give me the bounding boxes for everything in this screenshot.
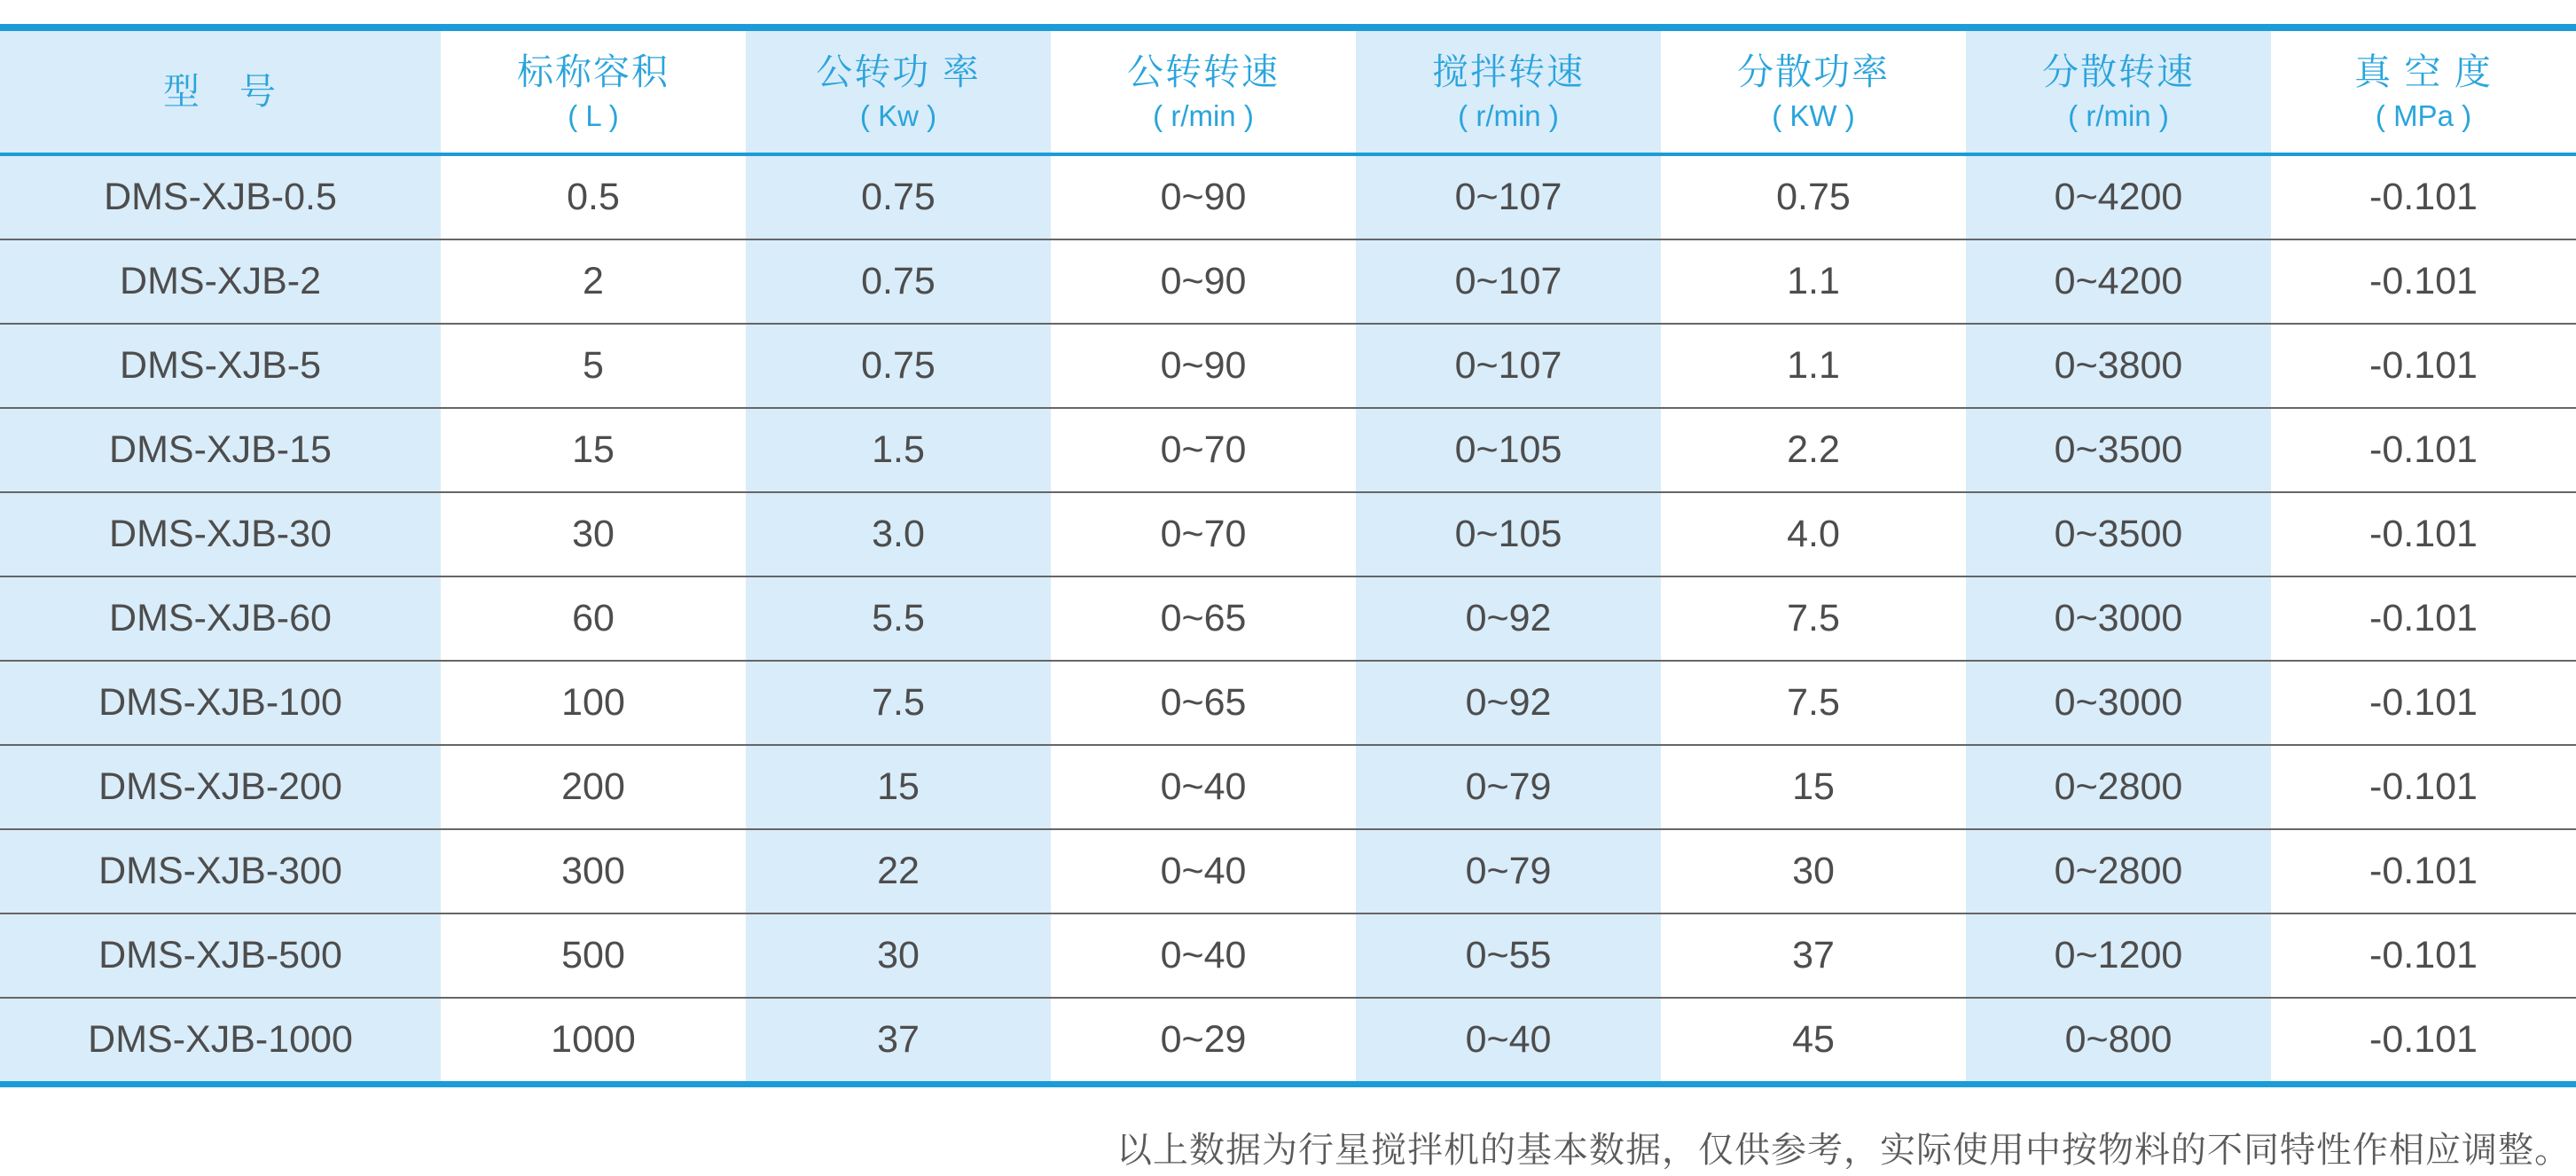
cell-text: -0.101 (2369, 176, 2478, 218)
cell-text: DMS-XJB-200 (98, 765, 342, 808)
cell-text: 0.75 (861, 260, 936, 302)
cell-text: 0~40 (1160, 765, 1247, 808)
header-cell-5 (1661, 31, 1966, 153)
cell-text: 1000 (551, 1018, 636, 1061)
header-cell-4 (1356, 31, 1661, 153)
cell-text: 300 (561, 850, 625, 892)
value-cell (1966, 746, 2271, 828)
value-cell (441, 999, 746, 1081)
value-cell (2271, 577, 2576, 660)
cell-text: -0.101 (2369, 850, 2478, 892)
header-title: 型 号 (163, 70, 278, 112)
cell-text: 1.5 (872, 428, 925, 471)
table-row-DMS-XJB-60 (0, 576, 2576, 660)
value-cell (1356, 240, 1661, 323)
header-unit: ( L ) (568, 99, 619, 133)
cell-text: 200 (561, 765, 625, 808)
cell-text: 5 (583, 344, 604, 387)
cell-text: DMS-XJB-2 (120, 260, 321, 302)
header-unit: ( r/min ) (1458, 99, 1559, 133)
value-cell (1356, 409, 1661, 491)
table-row-DMS-XJB-30 (0, 491, 2576, 576)
cell-text: 15 (1792, 765, 1835, 808)
cell-text: 7.5 (872, 681, 925, 724)
header-cell-7 (2271, 31, 2576, 153)
header-title: 分散功率 (1737, 51, 1890, 93)
value-cell (2271, 493, 2576, 576)
value-cell (746, 914, 1051, 997)
cell-text: 37 (1792, 934, 1835, 976)
header-unit: ( KW ) (1772, 99, 1855, 133)
header-title: 真 空 度 (2354, 51, 2493, 93)
value-cell (2271, 914, 2576, 997)
header-title: 搅拌转速 (1432, 51, 1585, 93)
value-cell (1356, 156, 1661, 239)
value-cell (1966, 409, 2271, 491)
cell-text: 0~107 (1454, 260, 1562, 302)
cell-text: 0.75 (1776, 176, 1851, 218)
cell-text: 0~29 (1160, 1018, 1247, 1061)
value-cell (1966, 325, 2271, 407)
cell-text: 0~2800 (2054, 850, 2183, 892)
model-cell (0, 493, 441, 576)
cell-text: -0.101 (2369, 597, 2478, 639)
value-cell (441, 493, 746, 576)
model-cell (0, 914, 441, 997)
cell-text: 0~79 (1465, 765, 1552, 808)
cell-text: 0.5 (567, 176, 620, 218)
value-cell (1661, 325, 1966, 407)
cell-text: 0~4200 (2054, 176, 2183, 218)
value-cell (2271, 746, 2576, 828)
value-cell (1356, 914, 1661, 997)
cell-text: 0~55 (1465, 934, 1552, 976)
value-cell (1356, 999, 1661, 1081)
cell-text: DMS-XJB-300 (98, 850, 342, 892)
value-cell (1051, 325, 1356, 407)
model-cell (0, 156, 441, 239)
value-cell (1051, 577, 1356, 660)
value-cell (1966, 240, 2271, 323)
cell-text: 3.0 (872, 513, 925, 555)
value-cell (2271, 156, 2576, 239)
value-cell (746, 999, 1051, 1081)
value-cell (1966, 830, 2271, 913)
cell-text: -0.101 (2369, 765, 2478, 808)
value-cell (1661, 746, 1966, 828)
cell-text: 0~65 (1160, 681, 1247, 724)
cell-text: 0~92 (1465, 597, 1552, 639)
cell-text: 30 (877, 934, 920, 976)
value-cell (441, 409, 746, 491)
cell-text: 45 (1792, 1018, 1835, 1061)
cell-text: -0.101 (2369, 1018, 2478, 1061)
value-cell (1356, 493, 1661, 576)
value-cell (441, 746, 746, 828)
cell-text: -0.101 (2369, 260, 2478, 302)
cell-text: 0~107 (1454, 344, 1562, 387)
header-title: 公转转速 (1127, 51, 1280, 93)
table-footnote: 以上数据为行星搅拌机的基本数据，仅供参考，实际使用中按物料的不同特性作相应调整。 (1116, 1131, 2571, 1170)
cell-text: DMS-XJB-1000 (88, 1018, 353, 1061)
cell-text: 2.2 (1787, 428, 1840, 471)
value-cell (1051, 662, 1356, 744)
cell-text: 0.75 (861, 344, 936, 387)
cell-text: 0~107 (1454, 176, 1562, 218)
model-cell (0, 240, 441, 323)
cell-text: 0~90 (1160, 260, 1247, 302)
cell-text: 1.1 (1787, 260, 1840, 302)
header-unit: ( r/min ) (1153, 99, 1254, 133)
cell-text: 0~70 (1160, 513, 1247, 555)
value-cell (1661, 493, 1966, 576)
cell-text: 15 (572, 428, 615, 471)
header-unit: ( MPa ) (2375, 99, 2472, 133)
table-row-DMS-XJB-300 (0, 828, 2576, 913)
value-cell (1966, 156, 2271, 239)
table-row-DMS-XJB-5 (0, 323, 2576, 407)
value-cell (2271, 325, 2576, 407)
header-cell-0 (0, 31, 441, 153)
value-cell (1966, 914, 2271, 997)
cell-text: DMS-XJB-30 (109, 513, 332, 555)
header-cell-1 (441, 31, 746, 153)
cell-text: DMS-XJB-500 (98, 934, 342, 976)
value-cell (746, 830, 1051, 913)
value-cell (1051, 830, 1356, 913)
header-unit: ( Kw ) (859, 99, 937, 133)
cell-text: 0~1200 (2054, 934, 2183, 976)
value-cell (1661, 662, 1966, 744)
cell-text: 0~3000 (2054, 597, 2183, 639)
value-cell (2271, 409, 2576, 491)
header-cell-6 (1966, 31, 2271, 153)
value-cell (441, 156, 746, 239)
cell-text: 0~79 (1465, 850, 1552, 892)
cell-text: DMS-XJB-60 (109, 597, 332, 639)
cell-text: DMS-XJB-15 (109, 428, 332, 471)
cell-text: 7.5 (1787, 597, 1840, 639)
cell-text: 100 (561, 681, 625, 724)
cell-text: 0~800 (2064, 1018, 2173, 1061)
value-cell (441, 240, 746, 323)
value-cell (1356, 577, 1661, 660)
value-cell (1051, 999, 1356, 1081)
value-cell (2271, 999, 2576, 1081)
value-cell (746, 577, 1051, 660)
value-cell (746, 493, 1051, 576)
cell-text: 0~40 (1160, 934, 1247, 976)
spec-table (0, 24, 2576, 1087)
value-cell (1661, 914, 1966, 997)
value-cell (441, 577, 746, 660)
model-cell (0, 577, 441, 660)
cell-text: -0.101 (2369, 934, 2478, 976)
value-cell (441, 325, 746, 407)
cell-text: 500 (561, 934, 625, 976)
cell-text: 30 (572, 513, 615, 555)
cell-text: 0~3000 (2054, 681, 2183, 724)
cell-text: -0.101 (2369, 428, 2478, 471)
cell-text: 0~70 (1160, 428, 1247, 471)
cell-text: DMS-XJB-100 (98, 681, 342, 724)
cell-text: 0~105 (1454, 513, 1562, 555)
cell-text: 2 (583, 260, 604, 302)
value-cell (746, 240, 1051, 323)
model-cell (0, 830, 441, 913)
cell-text: 0~2800 (2054, 765, 2183, 808)
table-row-DMS-XJB-15 (0, 407, 2576, 491)
value-cell (1356, 746, 1661, 828)
table-row-DMS-XJB-100 (0, 660, 2576, 744)
model-cell (0, 662, 441, 744)
value-cell (2271, 240, 2576, 323)
value-cell (1051, 156, 1356, 239)
value-cell (746, 325, 1051, 407)
cell-text: 4.0 (1787, 513, 1840, 555)
table-row-DMS-XJB-200 (0, 744, 2576, 828)
value-cell (1356, 662, 1661, 744)
model-cell (0, 999, 441, 1081)
value-cell (1356, 325, 1661, 407)
cell-text: 0~40 (1160, 850, 1247, 892)
model-cell (0, 325, 441, 407)
cell-text: 22 (877, 850, 920, 892)
table-row-DMS-XJB-500 (0, 913, 2576, 997)
cell-text: DMS-XJB-0.5 (104, 176, 337, 218)
value-cell (1661, 577, 1966, 660)
cell-text: 0~3800 (2054, 344, 2183, 387)
header-title: 分散转速 (2042, 51, 2195, 93)
value-cell (1661, 999, 1966, 1081)
cell-text: 0~90 (1160, 344, 1247, 387)
value-cell (1051, 493, 1356, 576)
cell-text: 7.5 (1787, 681, 1840, 724)
value-cell (2271, 830, 2576, 913)
cell-text: 15 (877, 765, 920, 808)
value-cell (441, 914, 746, 997)
cell-text: 0~40 (1465, 1018, 1552, 1061)
header-cell-2 (746, 31, 1051, 153)
header-title: 标称容积 (517, 51, 669, 93)
value-cell (1661, 240, 1966, 323)
cell-text: 5.5 (872, 597, 925, 639)
cell-text: 0~65 (1160, 597, 1247, 639)
table-row-DMS-XJB-1000 (0, 997, 2576, 1081)
model-cell (0, 746, 441, 828)
value-cell (1661, 830, 1966, 913)
cell-text: -0.101 (2369, 681, 2478, 724)
cell-text: -0.101 (2369, 513, 2478, 555)
cell-text: -0.101 (2369, 344, 2478, 387)
cell-text: 60 (572, 597, 615, 639)
header-title: 公转功 率 (816, 51, 981, 93)
value-cell (2271, 662, 2576, 744)
cell-text: 1.1 (1787, 344, 1840, 387)
cell-text: 0~3500 (2054, 428, 2183, 471)
table-row-DMS-XJB-0.5 (0, 156, 2576, 239)
value-cell (441, 830, 746, 913)
value-cell (1051, 914, 1356, 997)
table-row-DMS-XJB-2 (0, 239, 2576, 323)
value-cell (1966, 999, 2271, 1081)
cell-text: 0~105 (1454, 428, 1562, 471)
model-cell (0, 409, 441, 491)
value-cell (746, 409, 1051, 491)
value-cell (1051, 409, 1356, 491)
value-cell (1051, 746, 1356, 828)
value-cell (1661, 409, 1966, 491)
value-cell (1356, 830, 1661, 913)
value-cell (1966, 577, 2271, 660)
value-cell (746, 156, 1051, 239)
cell-text: DMS-XJB-5 (120, 344, 321, 387)
cell-text: 0~4200 (2054, 260, 2183, 302)
cell-text: 0.75 (861, 176, 936, 218)
value-cell (1966, 662, 2271, 744)
header-unit: ( r/min ) (2068, 99, 2169, 133)
cell-text: 37 (877, 1018, 920, 1061)
value-cell (746, 662, 1051, 744)
cell-text: 30 (1792, 850, 1835, 892)
value-cell (441, 662, 746, 744)
cell-text: 0~90 (1160, 176, 1247, 218)
header-cell-3 (1051, 31, 1356, 153)
table-header-row (0, 31, 2576, 156)
value-cell (1661, 156, 1966, 239)
value-cell (1966, 493, 2271, 576)
value-cell (1051, 240, 1356, 323)
cell-text: 0~92 (1465, 681, 1552, 724)
cell-text: 0~3500 (2054, 513, 2183, 555)
value-cell (746, 746, 1051, 828)
